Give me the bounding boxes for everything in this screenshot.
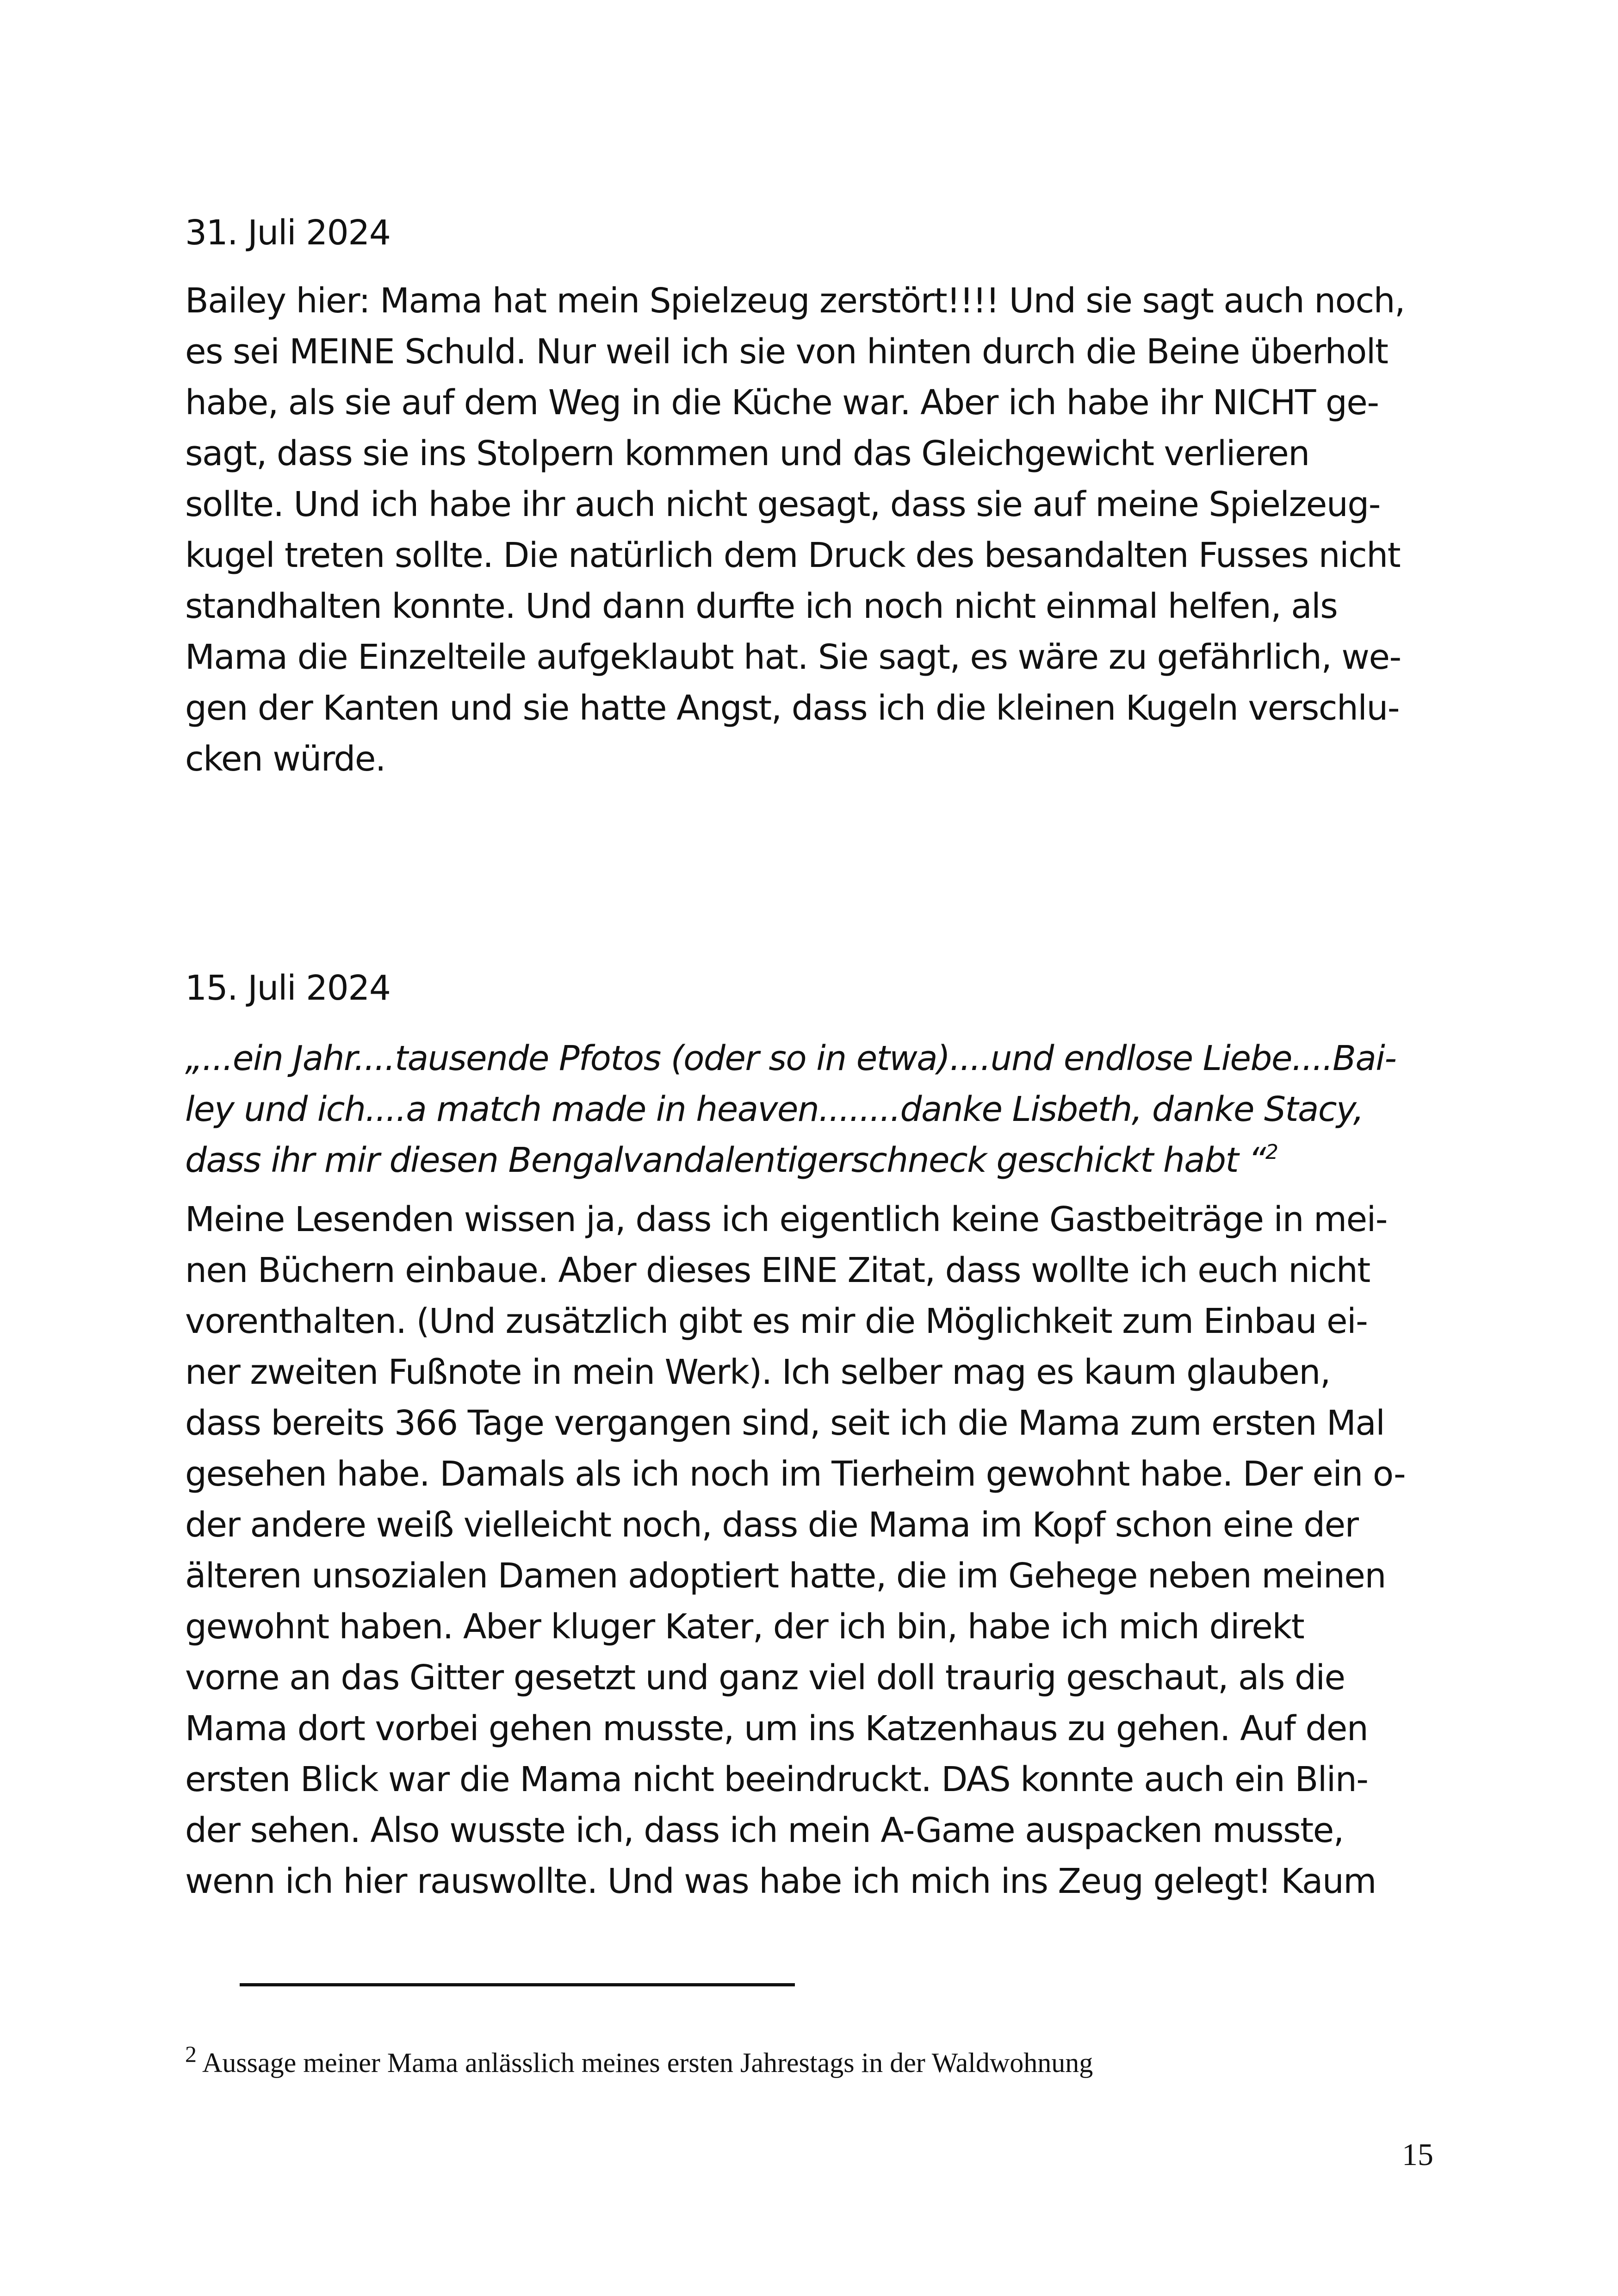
paragraph-line: vorenthalten. (Und zusätzlich gibt es mir die Möglichkeit zum Einbau ei- bbox=[185, 1301, 1368, 1341]
paragraph-line: wenn ich hier rauswollte. Und was habe ich mich ins Zeug gelegt! Kaum bbox=[185, 1861, 1376, 1901]
paragraph-line: gen der Kanten und sie hatte Angst, dass ich die kleinen Kugeln verschlu- bbox=[185, 688, 1400, 728]
paragraph-line: älteren unsozialen Damen adoptiert hatte, die im Gehege neben meinen bbox=[185, 1556, 1386, 1596]
paragraph-line: sollte. Und ich habe ihr auch nicht gesagt, dass sie auf meine Spielzeug- bbox=[185, 485, 1380, 524]
paragraph-line: ersten Blick war die Mama nicht beeindruckt. DAS konnte auch ein Blin- bbox=[185, 1760, 1368, 1799]
paragraph-line: der andere weiß vielleicht noch, dass die Mama im Kopf schon eine der bbox=[185, 1505, 1358, 1545]
paragraph-line: kugel treten sollte. Die natürlich dem Druck des besandalten Fusses nicht bbox=[185, 535, 1401, 575]
paragraph-line: nen Büchern einbaue. Aber dieses EINE Zitat, dass wollte ich euch nicht bbox=[185, 1251, 1370, 1290]
paragraph-line: dass bereits 366 Tage vergangen sind, seit ich die Mama zum ersten Mal bbox=[185, 1403, 1385, 1443]
quote-line-text: dass ihr mir diesen Bengalvandalentigerschneck geschickt habt “ bbox=[185, 1140, 1265, 1180]
paragraph-line: cken würde. bbox=[185, 739, 385, 779]
quote-line: ley und ich....a match made in heaven........danke Lisbeth, danke Stacy, bbox=[185, 1089, 1364, 1129]
entry-paragraph bbox=[185, 275, 1462, 784]
paragraph-line: Mama dort vorbei gehen musste, um ins Katzenhaus zu gehen. Auf den bbox=[185, 1709, 1368, 1748]
paragraph-line: habe, als sie auf dem Weg in die Küche war. Aber ich habe ihr NICHT ge- bbox=[185, 383, 1379, 423]
paragraph-line: standhalten konnte. Und dann durfte ich noch nicht einmal helfen, als bbox=[185, 586, 1338, 626]
entry-date-text: 15. Juli 2024 bbox=[185, 968, 391, 1008]
paragraph-line: vorne an das Gitter gesetzt und ganz viel doll traurig geschaut, als die bbox=[185, 1658, 1345, 1698]
entry-date-text: 31. Juli 2024 bbox=[185, 213, 391, 253]
quote-block bbox=[185, 1033, 1462, 1186]
page-number: 15 bbox=[1402, 2137, 1433, 2172]
paragraph-line: Mama die Einzelteile aufgeklaubt hat. Sie sagt, es wäre zu gefährlich, we- bbox=[185, 637, 1401, 677]
paragraph-line: Bailey hier: Mama hat mein Spielzeug zerstört!!!! Und sie sagt auch noch, bbox=[185, 281, 1405, 321]
paragraph-line: Meine Lesenden wissen ja, dass ich eigentlich keine Gastbeiträge in mei- bbox=[185, 1200, 1387, 1239]
entry-date bbox=[185, 963, 1462, 1014]
paragraph-line: ner zweiten Fußnote in mein Werk). Ich selber mag es kaum glauben, bbox=[185, 1352, 1330, 1392]
footnote-number: 2 bbox=[185, 2041, 197, 2067]
paragraph-line: gewohnt haben. Aber kluger Kater, der ich bin, habe ich mich direkt bbox=[185, 1607, 1304, 1647]
quote-line: „...ein Jahr....tausende Pfotos (oder so in etwa)....und endlose Liebe....Bai- bbox=[185, 1039, 1396, 1078]
paragraph-line: gesehen habe. Damals als ich noch im Tierheim gewohnt habe. Der ein o- bbox=[185, 1454, 1406, 1494]
footnote-reference[interactable]: 2 bbox=[1265, 1140, 1278, 1164]
paragraph-line: der sehen. Also wusste ich, dass ich mein A-Game auspacken musste, bbox=[185, 1811, 1344, 1850]
entry-date bbox=[185, 207, 1462, 258]
quote-line bbox=[185, 1135, 1462, 1186]
entry-paragraph bbox=[185, 1194, 1462, 1907]
footnote-text: Aussage meiner Mama anlässlich meines ersten Jahrestags in der Waldwohnung bbox=[202, 2047, 1093, 2078]
paragraph-line: sagt, dass sie ins Stolpern kommen und das Gleichgewicht verlieren bbox=[185, 434, 1309, 473]
paragraph-line: es sei MEINE Schuld. Nur weil ich sie von hinten durch die Beine überholt bbox=[185, 332, 1388, 372]
footnote bbox=[185, 2035, 1093, 2081]
footnote-divider bbox=[240, 1983, 795, 1986]
